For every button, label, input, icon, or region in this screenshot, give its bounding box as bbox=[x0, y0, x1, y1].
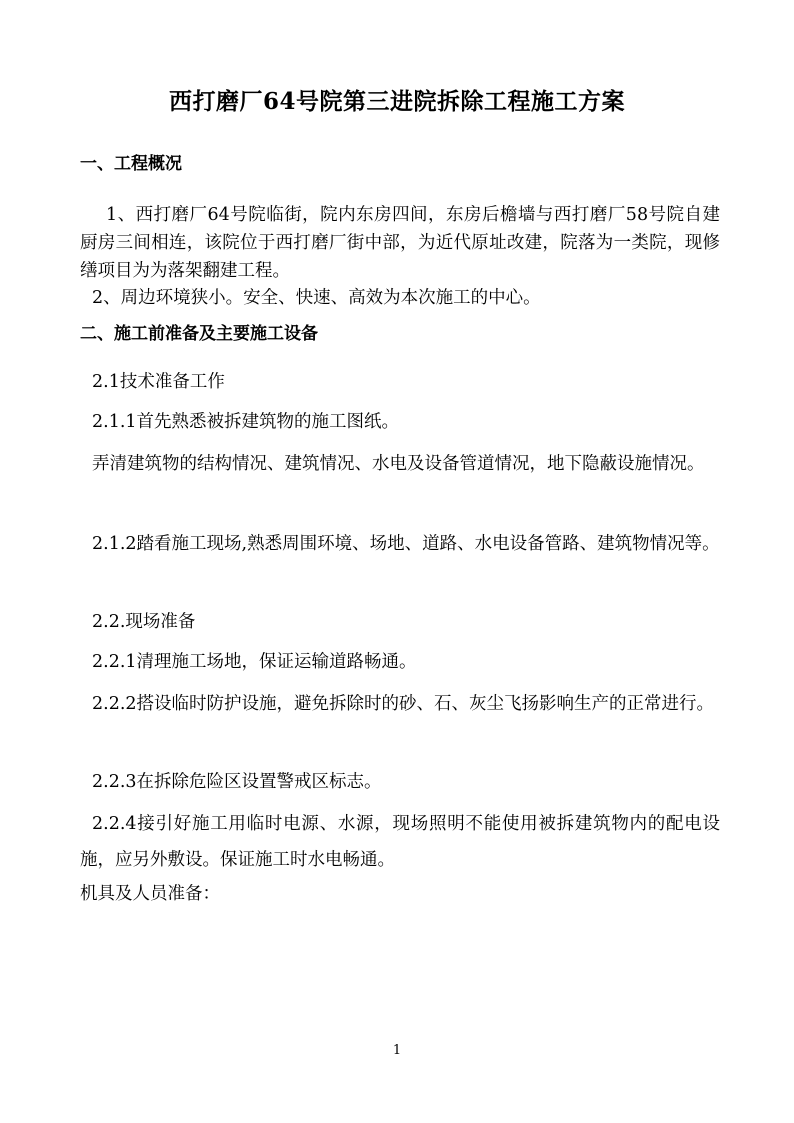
item-2-1-2: 2.1.2踏看施工现场,熟悉周围环境、场地、道路、水电设备管路、建筑物情况等。 bbox=[92, 534, 720, 554]
item-2-2-2: 2.2.2搭设临时防护设施，避免拆除时的砂、石、灰尘飞扬影响生产的正常进行。 bbox=[92, 694, 715, 714]
paragraph-overview-1: 1、西打磨厂64号院临街，院内东房四间，东房后檐墙与西打磨厂58号院自建厨房三间相连，该院位于西打磨厂街中部，为近代原址改建，院落为一类院，现修缮项目为为落架翻建工程。 bbox=[80, 205, 720, 281]
item-2-2-4: 2.2.4接引好施工用临时电源、水源，现场照明不能使用被拆建筑物内的配电设施，应另外敷设。保证施工时水电畅通。 bbox=[80, 814, 720, 870]
item-2-1: 2.1技术准备工作 bbox=[92, 372, 225, 392]
section-heading-preparation: 二、施工前准备及主要施工设备 bbox=[80, 324, 318, 344]
item-2-1-1: 2.1.1首先熟悉被拆建筑物的施工图纸。 bbox=[92, 412, 400, 432]
document-title: 西打磨厂64号院第三进院拆除工程施工方案 bbox=[168, 88, 625, 115]
page-number: 1 bbox=[392, 1043, 402, 1058]
paragraph-overview-2: 2、周边环境狭小。安全、快速、高效为本次施工的中心。 bbox=[92, 288, 541, 308]
item-2-2-1: 2.2.1清理施工场地，保证运输道路畅通。 bbox=[92, 652, 417, 672]
section-heading-overview: 一、工程概况 bbox=[80, 154, 182, 174]
item-equipment-personnel: 机具及人员准备： bbox=[80, 884, 220, 904]
item-2-2-3: 2.2.3在拆除危险区设置警戒区标志。 bbox=[92, 772, 382, 792]
item-structure-check: 弄清建筑物的结构情况、建筑情况、水电及设备管道情况，地下隐蔽设施情况。 bbox=[92, 454, 705, 474]
item-2-2: 2.2.现场准备 bbox=[92, 612, 196, 632]
